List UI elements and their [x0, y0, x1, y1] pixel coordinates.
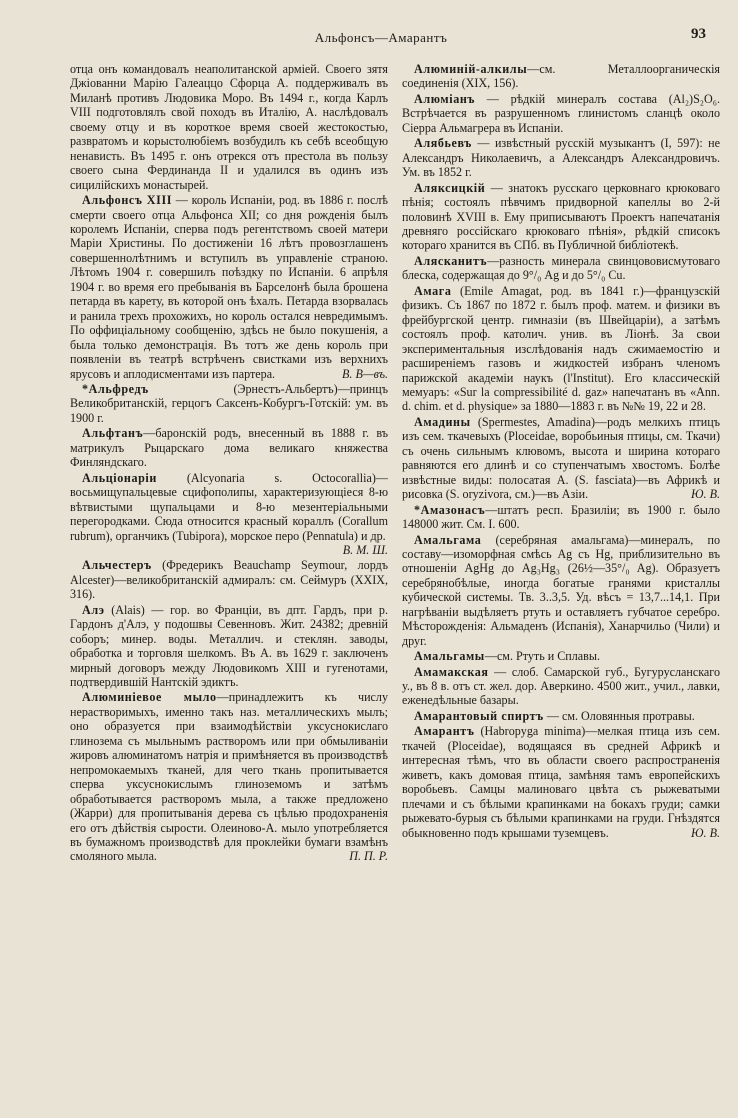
- entry-headword: Алюминій-алкилы: [414, 62, 528, 76]
- dictionary-entry: [402, 415, 720, 502]
- entry-headword: Амальгама: [414, 532, 482, 547]
- entry-author-signature: В. М. Ш.: [342, 542, 388, 557]
- entry-text: (Эрнестъ-Альбертъ)—принцъ Великобританскій, герцогъ Саксенъ-Кобургъ-Готскій: ум. въ 1900 г.: [70, 381, 388, 425]
- entry-headword: Амага: [414, 283, 452, 298]
- entry-headword: Альціонаріи: [82, 470, 157, 485]
- entry-headword: Амарантъ: [414, 724, 475, 739]
- dictionary-entry: [402, 284, 720, 414]
- entry-headword: Алюміанъ: [414, 91, 476, 106]
- running-head: Альфонсъ—Амарантъ: [314, 30, 448, 45]
- entry-headword: Алябьевъ: [414, 136, 472, 151]
- dictionary-entry: [402, 503, 720, 532]
- dictionary-entry: [70, 382, 388, 425]
- entry-text: (Фредерикъ Beauchamp Seymour, лордъ Alcester)—великобританскій адмиралъ: см. Сеймуръ (XXIX, 316).: [70, 558, 388, 602]
- dictionary-entry: [70, 558, 388, 601]
- dictionary-entry: [402, 649, 720, 663]
- dictionary-entry: [70, 62, 388, 192]
- dictionary-entry: [70, 426, 388, 469]
- entry-headword: Алюминіевое мыло: [82, 690, 217, 705]
- entry-headword: Амарантовый спиртъ: [414, 708, 544, 723]
- entry-headword: *Альфредъ: [82, 381, 149, 396]
- dictionary-entry: [402, 62, 720, 91]
- dictionary-entry: [70, 471, 388, 558]
- dictionary-entry: [402, 136, 720, 179]
- dictionary-entry: [402, 254, 720, 283]
- entry-author-signature: В. В—въ.: [342, 366, 388, 381]
- entry-text: —баронскій родъ, внесенный въ 1888 г. въ матрикулъ Рыцарскаго дома великаго княжества Финляндскаго.: [70, 426, 388, 470]
- entry-text: — см. Оловянныя протравы.: [543, 708, 695, 723]
- entry-text: — король Испаніи, род. въ 1886 г. послѣ смерти своего отца Альфонса XII; со дня рожденія былъ королемъ Испаніи, сперва подъ регентствомъ своей матери Маріи Христины. По достиженіи 16 лѣтъ провозглашенъ совершеннолѣтнимъ и вступилъ въ управленіе страною. Лѣтомъ 1904 г. совершилъ поѣздку по Испаніи. 6 апрѣля 1904 г. во время его пребыванія въ Барселонѣ была брошена петарда въ карету, въ которой онъ ѣхалъ. Петарда взорвалась и ранила трехъ прохожихъ, но король остался невредимымъ. По оффиціальному сообщенію, здѣсь не было покушенія, а была только демонстрація. Въ тотъ же день король при появленіи въ театрѣ встрѣченъ свистками изъ верхнихъ ярусовъ и аплодисментами изъ партера.: [70, 193, 388, 381]
- dictionary-entry: [402, 709, 720, 723]
- dictionary-entry: [402, 92, 720, 135]
- entry-text: —разность минерала свинцововисмутоваго блеска, содержащая до 9°/₀ Ag и до 5°/₀ Cu.: [402, 253, 720, 283]
- page-number: 93: [691, 26, 706, 42]
- entry-text: (Alais) — гор. во Франціи, въ дпт. Гардъ, при р. Гардонъ д'Алэ, у подошвы Севенновъ. Жит. 24382; древній соборъ; минер. воды. Металлич. и стеклян. заводы, обработка и торговля шелкомъ. Въ А. въ 1629 г. заключенъ мирный договоръ между Людовикомъ XIII и гугенотами, подтвердившій Нантскій эдиктъ.: [70, 602, 388, 690]
- entry-headword: Амадины: [414, 414, 471, 429]
- entry-text: (Habropyga minima)—мелкая птица изъ сем. ткачей (Ploceidae), водящаяся въ средней Африкѣ и интересная тѣмъ, что въ области своего распространенія живетъ, какъ домовая птица, замѣняя тамъ европейскихъ воробьевъ. Самцы малиноваго цвѣта съ рыжеватыми плечами и съ бѣлыми крапинками на бокахъ груди; самки рыжевато-бурыя съ бѣлыми крапинками на груди. Гнѣздятся обыкновенно подъ крышами туземцевъ.: [402, 724, 720, 840]
- entry-headword: Аляксицкій: [414, 180, 486, 195]
- dictionary-entry: [70, 690, 388, 863]
- entry-text: — знатокъ русскаго церковнаго крюковаго пѣнія; состоялъ пѣвчимъ придворной капеллы во 2-й половинѣ XVIII в. Ему приписываютъ Проектъ напечатанія древняго россійскаго крюковаго пѣнія», рѣдкій списокъ котораго хранится въ СПб. въ Публичной библіотекѣ.: [402, 180, 720, 253]
- page-header: [48, 26, 714, 48]
- dictionary-entry: [402, 665, 720, 708]
- entry-headword: Алэ: [82, 602, 105, 617]
- entry-text: (Alcyonaria s. Octocorallia)—восьмищупальцевые сцифополипы, характеризующіеся 8-ю вѣтвистыми щупальцами и 8-ю мезентеріальными перегородками. Сюда относится красный кораллъ (Corallum rubrum), органчикъ (Tubipora), морское перо (Pennatula) и др.: [70, 470, 388, 543]
- entry-text: — рѣдкій минералъ состава (Al₂)S₂O₆. Встрѣчается въ разрушенномъ глинистомъ сланцѣ около Сіерра Альмагрера въ Испаніи.: [402, 91, 720, 135]
- entry-headword: Амальгамы: [414, 649, 485, 664]
- dictionary-entry: [402, 533, 720, 649]
- entry-text: —см. Ртуть и Сплавы.: [484, 649, 601, 664]
- entry-author-signature: Ю. В.: [691, 825, 720, 840]
- right-column: [402, 62, 720, 841]
- entry-headword: Альчестеръ: [82, 558, 152, 573]
- entry-text: отца онъ командовалъ неаполитанской арміей. Своего зятя Джіованни Марію Галеаццо Сфорца А. поддерживалъ въ Миланѣ противъ Людовика Моро. Въ 1494 г., когда Карлъ VIII подготовлялъ свой походъ въ Италію, А. наслѣдовалъ своему отцу и въ короткое время своей жестокостью, развратомъ и корыстолюбіемъ возбудилъ къ себѣ всеобщую ненависть. Въ 1495 г. онъ отрекся отъ престола въ пользу своего сына Фердинанда II и удалился въ одинъ изъ сицилійскихъ монастырей.: [70, 62, 388, 192]
- left-column: [70, 62, 388, 865]
- entry-headword: *Амазонасъ: [414, 502, 486, 517]
- entry-author-signature: Ю. В.: [691, 487, 720, 502]
- entry-headword: Альфтанъ: [82, 426, 144, 441]
- entry-text: — извѣстный русскій музыкантъ (I, 597): не Александръ Николаевичъ, а Александръ Александровичъ. Ум. въ 1852 г.: [402, 136, 720, 180]
- dictionary-entry: [402, 724, 720, 840]
- dictionary-entry: [70, 193, 388, 381]
- entry-headword: Альфонсъ XIII: [82, 193, 173, 208]
- entry-text: (серебряная амальгама)—минералъ, по составу—изоморфная смѣсь Ag съ Hg, приблизительно въ отношеніи AgHg до Ag₃Hg₃ (26½—35°/₀ Ag). Образуетъ серебрянобѣлые, иногда богатые гранями кристаллы кубической системы. Тв. 3..3,5. Уд. вѣсъ = 13,7...14,1. При нагрѣваніи выдѣляетъ ртуть и оставляетъ губчатое серебро. Мѣсторожденія: Альмаденъ (Испанія), Ханарчильо (Чили) и друг.: [402, 532, 720, 648]
- entry-text: —принадлежитъ къ числу нерастворимыхъ, именно такъ наз. металлическихъ мылъ; оно образуется при взаимодѣйствіи уксуснокислаго глинозема съ мыльнымъ растворомъ или при обмыливаніи жировъ алюминатомъ натрія и примѣняется въ производствѣ непромокаемыхъ тканей, для чего ткань пропитывается сперва уксуснокислымъ глиноземомъ и затѣмъ обработывается растворомъ мыла, а также предложено (Жарри) для пропитыванія дерева съ цѣлью продохраненія его отъ дѣйствія сырости. Олеиново-А. мыло употребляется въ бумажномъ производствѣ для проклейки бумаги взамѣнъ смоляного мыла.: [70, 690, 388, 864]
- entry-headword: Амамакская: [414, 664, 489, 679]
- entry-text: —см. Металлоорганическія соединенія (XIX, 156).: [402, 62, 720, 91]
- entry-text: —штатъ респ. Бразиліи; въ 1900 г. было 148000 жит. См. I. 600.: [402, 502, 720, 532]
- entry-author-signature: П. П. Р.: [349, 849, 388, 864]
- dictionary-entry: [70, 603, 388, 690]
- dictionary-entry: [402, 181, 720, 253]
- entry-text: (Emile Amagat, род. въ 1841 г.)—французскій физикъ. Съ 1867 по 1872 г. былъ проф. матем. и физики въ фрейбургской центр. гимназіи (въ Швейцаріи), а затѣмъ состоялъ проф. католич. унив. въ Ліонѣ. За свои экспериментальныя изслѣдованія надъ сжимаемостію и расширеніемъ газовъ и жидкостей избранъ членомъ парижской академіи наукъ (l'Institut). Его классическій мемуаръ: «Sur la compressibilité d. gaz» напечатанъ въ «Ann. d. chim. et d. physique» за 1880—1883 г. въ №№ 19, 22 и 28.: [402, 283, 720, 414]
- entry-text: — слоб. Самарской губ., Бугурусланскаго у., въ 8 в. отъ ст. жел. дор. Аверкино. 4500 жит., учил., лавки, еженедѣльные базары.: [402, 664, 720, 708]
- entry-headword: Алясканитъ: [414, 253, 488, 268]
- entry-text: (Spermestes, Amadina)—родъ мелкихъ птицъ изъ сем. ткачевыхъ (Ploceidae, воробьиныя птицы, см. Ткачи) съ очень сильнымъ клювомъ, высота и ширина котораго равняются его длинѣ и со ступенчатымъ хвостомъ. Болѣе извѣстные виды: полосатая А. (S. fasciata)—въ Африкѣ и рисовка (S. oryzivora, см.)—въ Азіи.: [402, 414, 720, 502]
